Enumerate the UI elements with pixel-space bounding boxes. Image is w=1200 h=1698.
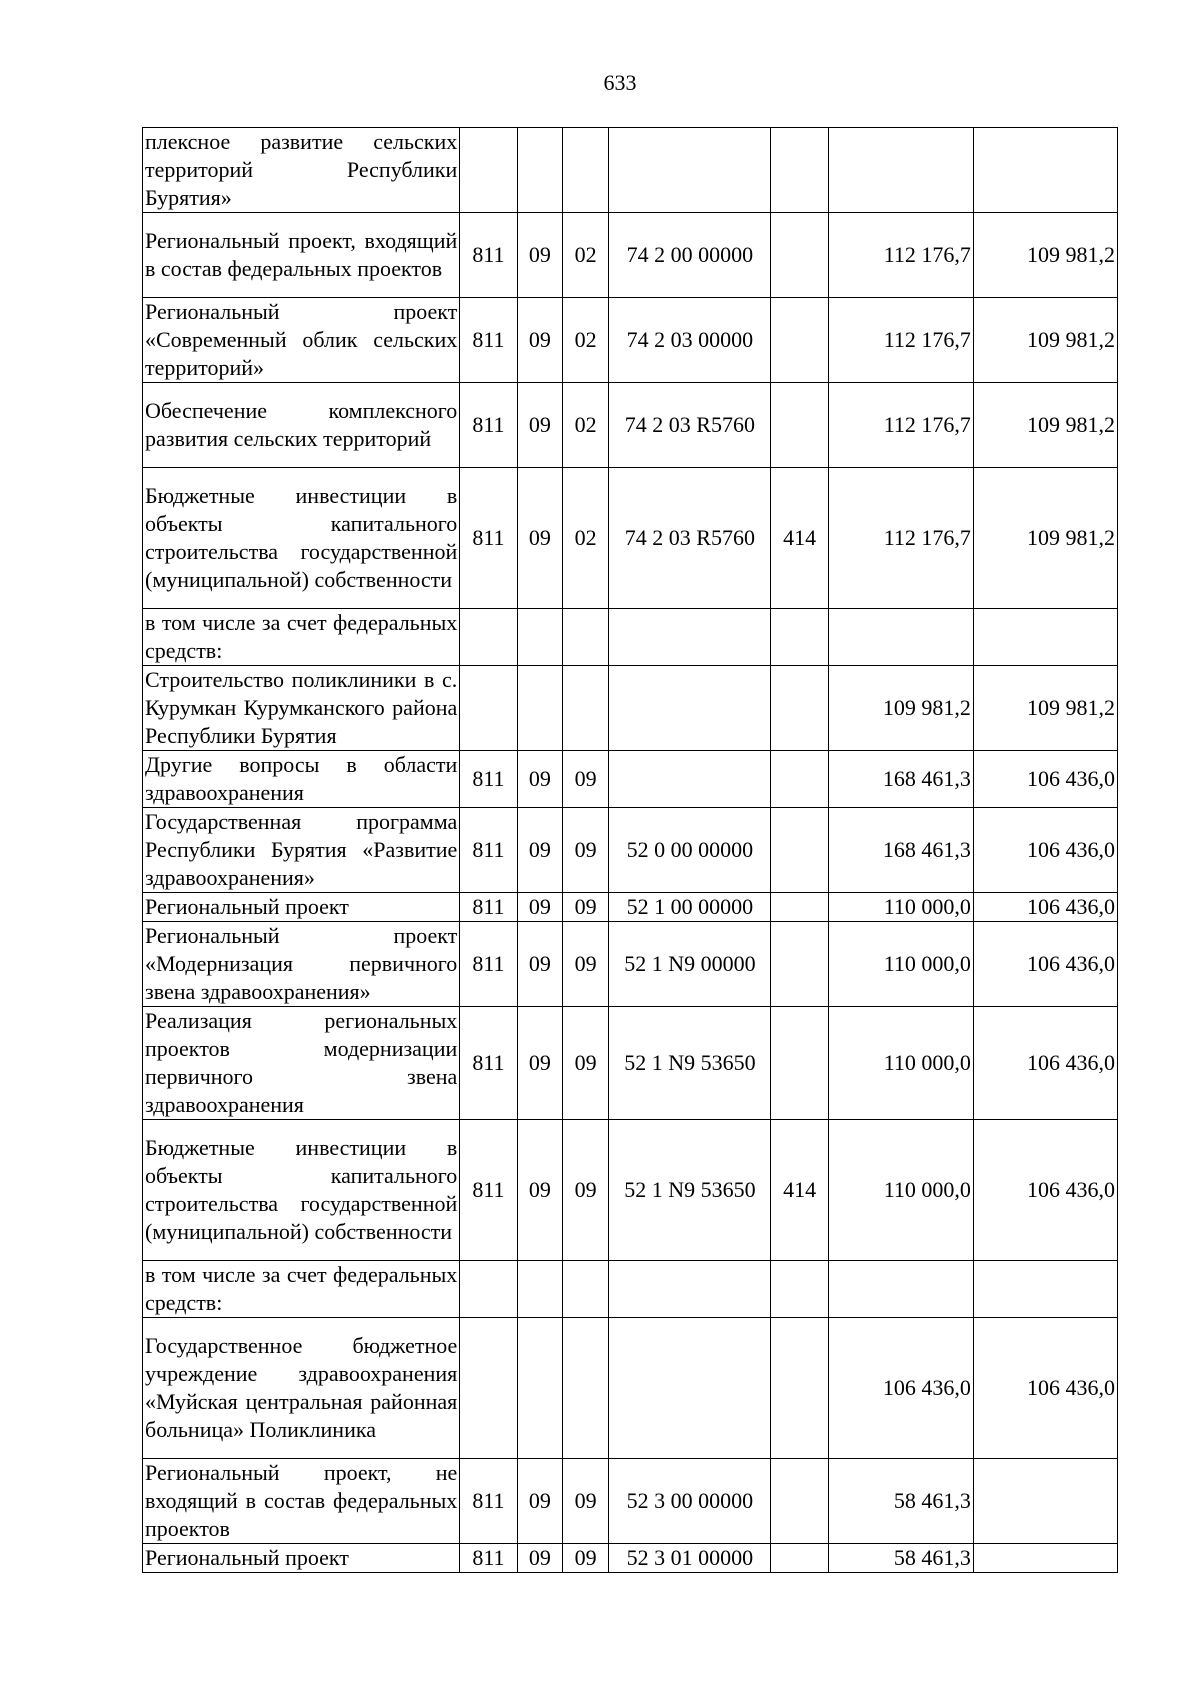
section-code: 09: [517, 213, 562, 298]
table-row: [143, 922, 1118, 1007]
target-article-code: 52 3 00 00000: [609, 1459, 771, 1544]
target-article-code: [609, 609, 771, 666]
amount-1: [828, 1261, 973, 1318]
dept-code: [460, 666, 517, 751]
subsection-code: 09: [562, 1120, 608, 1261]
amount-2: 109 981,2: [973, 213, 1117, 298]
amount-1: 58 461,3: [828, 1459, 973, 1544]
expense-type-code: [771, 1318, 828, 1459]
row-name: в том числе за счет федеральных средств:: [143, 609, 460, 666]
row-name: Региональный проект, входящий в состав федеральных проектов: [143, 213, 460, 298]
amount-2: 106 436,0: [973, 751, 1117, 808]
dept-code: [460, 1318, 517, 1459]
table-row: [143, 1007, 1118, 1120]
row-name: Региональный проект «Модернизация первичного звена здравоохранения»: [143, 922, 460, 1007]
expense-type-code: [771, 128, 828, 213]
amount-2: 109 981,2: [973, 468, 1117, 609]
section-code: 09: [517, 1459, 562, 1544]
table-row: [143, 808, 1118, 893]
expense-type-code: [771, 893, 828, 922]
amount-2: 106 436,0: [973, 1318, 1117, 1459]
target-article-code: 52 0 00 00000: [609, 808, 771, 893]
target-article-code: 52 3 01 00000: [609, 1544, 771, 1573]
table-row: [143, 298, 1118, 383]
amount-1: 168 461,3: [828, 808, 973, 893]
amount-2: 106 436,0: [973, 922, 1117, 1007]
table-row: [143, 666, 1118, 751]
row-name: Региональный проект «Современный облик сельских территорий»: [143, 298, 460, 383]
amount-2: 109 981,2: [973, 298, 1117, 383]
expense-type-code: [771, 298, 828, 383]
row-name: Другие вопросы в области здравоохранения: [143, 751, 460, 808]
section-code: 09: [517, 1544, 562, 1573]
row-name: Обеспечение комплексного развития сельских территорий: [143, 383, 460, 468]
target-article-code: 74 2 00 00000: [609, 213, 771, 298]
subsection-code: 09: [562, 1007, 608, 1120]
subsection-code: [562, 1261, 608, 1318]
table-row: [143, 1120, 1118, 1261]
subsection-code: 02: [562, 383, 608, 468]
amount-2: [973, 1544, 1117, 1573]
dept-code: 811: [460, 808, 517, 893]
amount-1: 110 000,0: [828, 893, 973, 922]
expense-type-code: [771, 609, 828, 666]
subsection-code: 09: [562, 808, 608, 893]
expense-type-code: [771, 1459, 828, 1544]
subsection-code: 09: [562, 1544, 608, 1573]
expense-type-code: [771, 808, 828, 893]
expense-type-code: 414: [771, 1120, 828, 1261]
table-row: [143, 1318, 1118, 1459]
subsection-code: 02: [562, 468, 608, 609]
row-name: Региональный проект: [143, 1544, 460, 1573]
row-name: плексное развитие сельских территорий Республики Бурятия»: [143, 128, 460, 213]
amount-1: 112 176,7: [828, 213, 973, 298]
target-article-code: 52 1 N9 53650: [609, 1120, 771, 1261]
target-article-code: [609, 751, 771, 808]
section-code: 09: [517, 468, 562, 609]
dept-code: 811: [460, 1007, 517, 1120]
amount-1: 112 176,7: [828, 298, 973, 383]
amount-2: 106 436,0: [973, 1120, 1117, 1261]
amount-1: 109 981,2: [828, 666, 973, 751]
amount-1: [828, 609, 973, 666]
row-name: Строительство поликлиники в с. Курумкан Курумканского района Республики Бурятия: [143, 666, 460, 751]
amount-1: 110 000,0: [828, 1007, 973, 1120]
table-row: [143, 1544, 1118, 1573]
amount-1: 106 436,0: [828, 1318, 973, 1459]
subsection-code: [562, 128, 608, 213]
amount-1: 110 000,0: [828, 922, 973, 1007]
table-row: [143, 468, 1118, 609]
section-code: 09: [517, 1007, 562, 1120]
target-article-code: [609, 666, 771, 751]
expense-type-code: [771, 213, 828, 298]
expense-type-code: 414: [771, 468, 828, 609]
row-name: Региональный проект: [143, 893, 460, 922]
amount-2: 106 436,0: [973, 893, 1117, 922]
amount-2: [973, 1459, 1117, 1544]
row-name: Бюджетные инвестиции в объекты капитального строительства государственной (муниципальной) собственности: [143, 468, 460, 609]
section-code: 09: [517, 1120, 562, 1261]
row-name: Реализация региональных проектов модернизации первичного звена здравоохранения: [143, 1007, 460, 1120]
amount-1: 112 176,7: [828, 468, 973, 609]
section-code: 09: [517, 893, 562, 922]
table-row: [143, 1459, 1118, 1544]
amount-1: 112 176,7: [828, 383, 973, 468]
dept-code: 811: [460, 298, 517, 383]
dept-code: 811: [460, 213, 517, 298]
table-row: [143, 1261, 1118, 1318]
budget-table: [142, 127, 1118, 1573]
expense-type-code: [771, 751, 828, 808]
table-row: [143, 893, 1118, 922]
subsection-code: [562, 1318, 608, 1459]
target-article-code: [609, 1318, 771, 1459]
target-article-code: [609, 1261, 771, 1318]
amount-1: 110 000,0: [828, 1120, 973, 1261]
subsection-code: 09: [562, 893, 608, 922]
dept-code: [460, 1261, 517, 1318]
dept-code: 811: [460, 893, 517, 922]
section-code: 09: [517, 922, 562, 1007]
expense-type-code: [771, 1007, 828, 1120]
table-row: [143, 213, 1118, 298]
target-article-code: 52 1 00 00000: [609, 893, 771, 922]
section-code: 09: [517, 383, 562, 468]
section-code: [517, 1261, 562, 1318]
amount-2: 109 981,2: [973, 666, 1117, 751]
table-row: [143, 609, 1118, 666]
table-row: [143, 751, 1118, 808]
expense-type-code: [771, 666, 828, 751]
section-code: [517, 609, 562, 666]
expense-type-code: [771, 1544, 828, 1573]
amount-2: [973, 609, 1117, 666]
target-article-code: 52 1 N9 00000: [609, 922, 771, 1007]
expense-type-code: [771, 1261, 828, 1318]
table-row: [143, 128, 1118, 213]
row-name: в том числе за счет федеральных средств:: [143, 1261, 460, 1318]
section-code: 09: [517, 808, 562, 893]
dept-code: 811: [460, 751, 517, 808]
subsection-code: 02: [562, 298, 608, 383]
table-row: [143, 383, 1118, 468]
expense-type-code: [771, 922, 828, 1007]
target-article-code: 74 2 03 00000: [609, 298, 771, 383]
subsection-code: 09: [562, 1459, 608, 1544]
dept-code: 811: [460, 383, 517, 468]
amount-2: [973, 128, 1117, 213]
target-article-code: 74 2 03 R5760: [609, 468, 771, 609]
amount-1: [828, 128, 973, 213]
target-article-code: [609, 128, 771, 213]
dept-code: 811: [460, 1544, 517, 1573]
amount-2: [973, 1261, 1117, 1318]
row-name: Региональный проект, не входящий в состав федеральных проектов: [143, 1459, 460, 1544]
amount-2: 109 981,2: [973, 383, 1117, 468]
dept-code: 811: [460, 468, 517, 609]
amount-1: 168 461,3: [828, 751, 973, 808]
dept-code: 811: [460, 1459, 517, 1544]
section-code: 09: [517, 751, 562, 808]
subsection-code: [562, 666, 608, 751]
subsection-code: 02: [562, 213, 608, 298]
dept-code: 811: [460, 922, 517, 1007]
section-code: [517, 1318, 562, 1459]
subsection-code: [562, 609, 608, 666]
dept-code: [460, 128, 517, 213]
amount-2: 106 436,0: [973, 1007, 1117, 1120]
row-name: Бюджетные инвестиции в объекты капитального строительства государственной (муниципальной) собственности: [143, 1120, 460, 1261]
section-code: 09: [517, 298, 562, 383]
page-number: 633: [603, 70, 637, 95]
target-article-code: 52 1 N9 53650: [609, 1007, 771, 1120]
subsection-code: 09: [562, 751, 608, 808]
amount-1: 58 461,3: [828, 1544, 973, 1573]
row-name: Государственное бюджетное учреждение здравоохранения «Муйская центральная районная больница» Поликлиника: [143, 1318, 460, 1459]
row-name: Государственная программа Республики Бурятия «Развитие здравоохранения»: [143, 808, 460, 893]
dept-code: [460, 609, 517, 666]
expense-type-code: [771, 383, 828, 468]
target-article-code: 74 2 03 R5760: [609, 383, 771, 468]
subsection-code: 09: [562, 922, 608, 1007]
section-code: [517, 128, 562, 213]
amount-2: 106 436,0: [973, 808, 1117, 893]
dept-code: 811: [460, 1120, 517, 1261]
section-code: [517, 666, 562, 751]
